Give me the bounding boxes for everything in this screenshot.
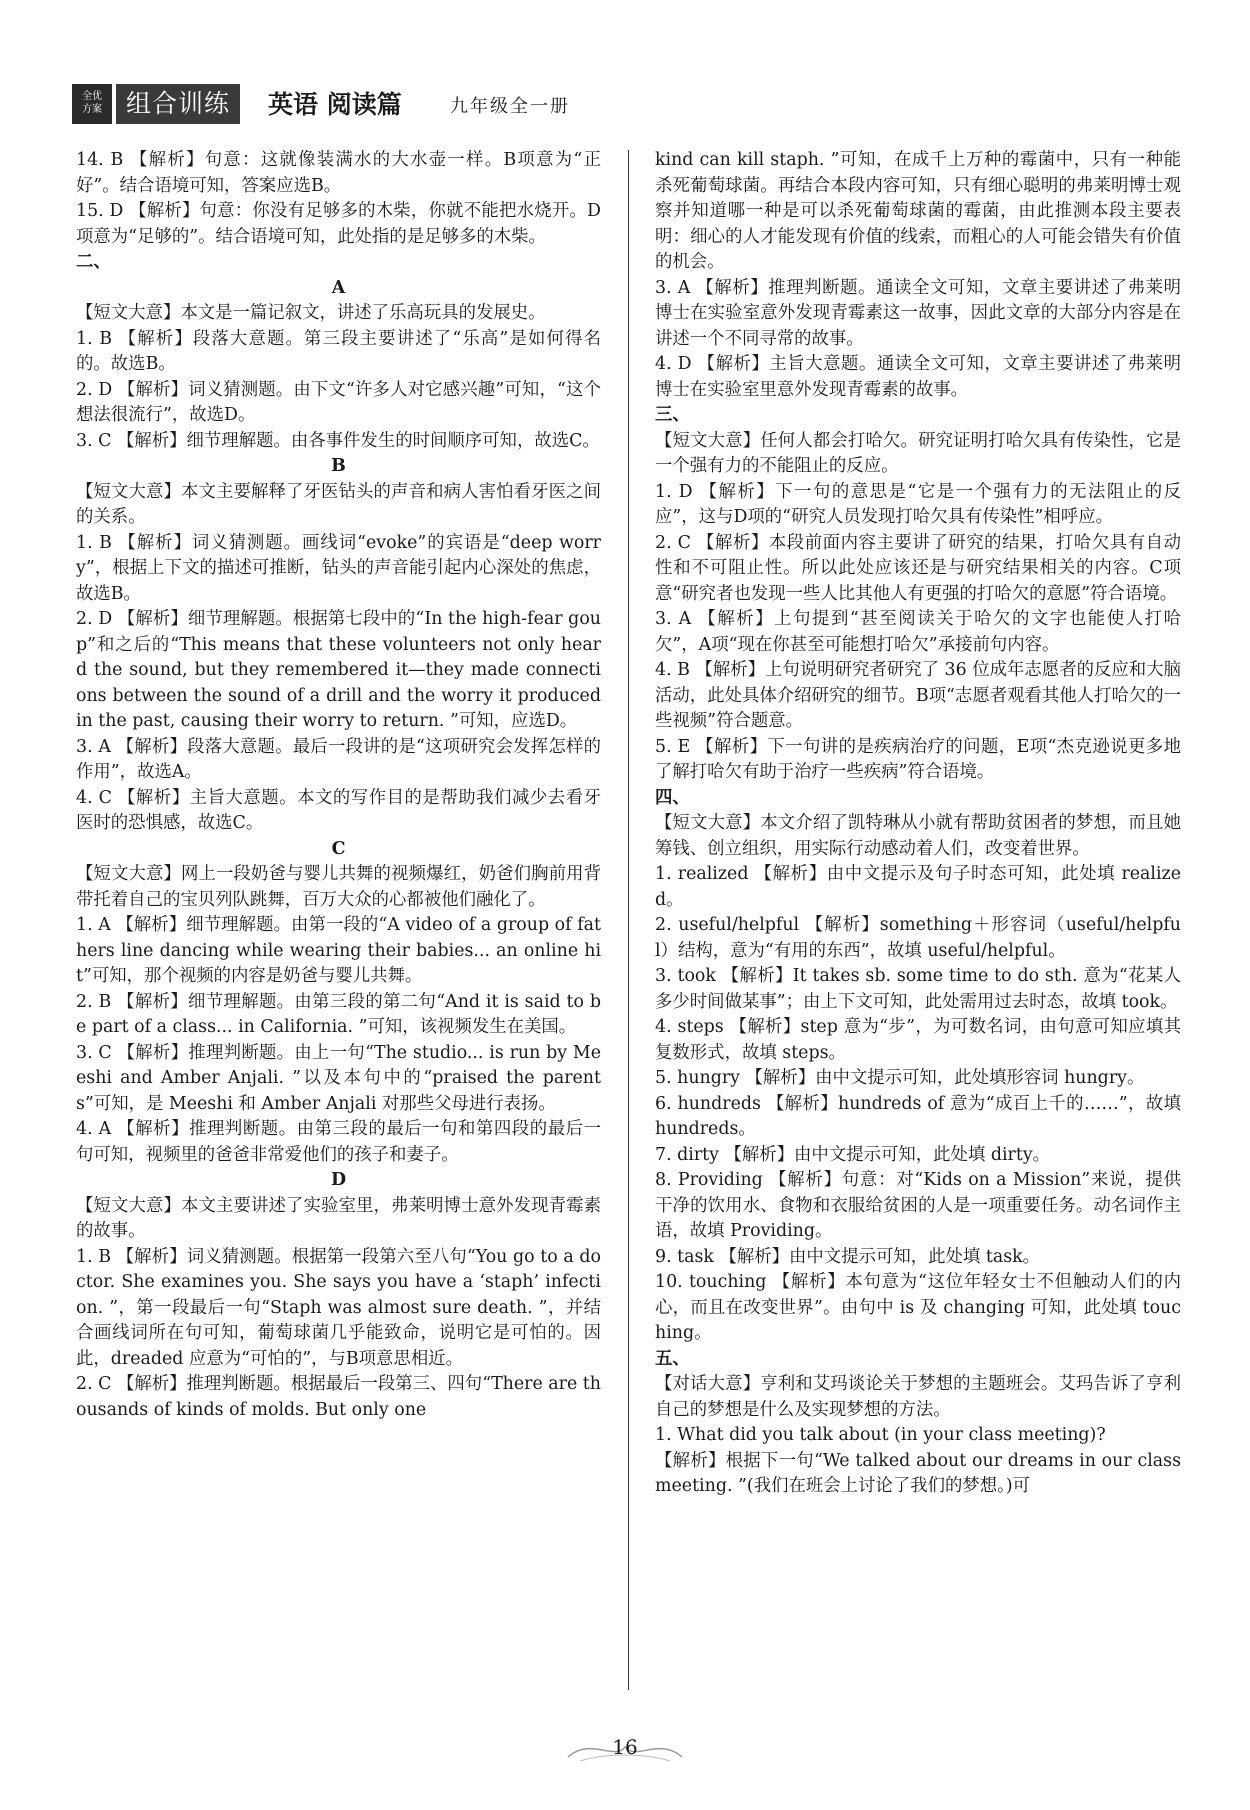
section-4-summary: 【短文大意】本文介绍了凯特琳从小就有帮助贫困者的梦想，而且她筹钱、创立组织，用实际行动感动着人们，改变着世界。: [655, 813, 1181, 859]
passage-d-heading: D: [330, 1170, 347, 1190]
section-4-answer-7: 7. dirty 【解析】由中文提示可知，此处填 dirty。: [655, 1144, 1051, 1165]
passage-d-answer-1: 1. B 【解析】词义猜测题。根据第一段第六至八句“You go to a doctor. She examines you. She says you have a ‘staph’ infection. ”，第一段最后一句“Staph was almost sure death. ”，并结合画线词所在句可知，葡萄球菌几乎能致命，说明它是可怕的。因此，dreaded 应意为“可怕的”，与B项意思相近。: [76, 1246, 601, 1369]
section-4-answer-9: 9. task 【解析】由中文提示可知，此处填 task。: [655, 1246, 1041, 1267]
section-4-answer-3: 3. took 【解析】It takes sb. some time to do sth. 意为“花某人多少时间做某事”；由上下文可知，此处需用过去时态，故填 took。: [655, 966, 1181, 1012]
section-4-answer-5: 5. hungry 【解析】由中文提示可知，此处填形容词 hungry。: [655, 1068, 1145, 1088]
passage-b-answer-3: 3. A 【解析】段落大意题。最后一段讲的是“这项研究会发挥怎样的作用”，故选A。: [76, 736, 601, 782]
book-subtitle: 九年级全一册: [450, 96, 570, 117]
passage-c-heading: C: [331, 838, 346, 859]
section-2-heading: 二、: [76, 252, 111, 272]
passage-a-heading: A: [331, 277, 346, 298]
passage-b-heading: B: [331, 456, 346, 476]
left-column: [76, 148, 601, 1423]
passage-d-answer-2: 2. C 【解析】推理判断题。根据最后一段第三、四句“There are thousands of kinds of molds. But only one: [76, 1374, 601, 1420]
section-5-heading: 五、: [655, 1348, 690, 1369]
section-5-answer-1-explanation: 【解析】根据下一句“We talked about our dreams in our class meeting. ”(我们在班会上讨论了我们的梦想。)可: [655, 1450, 1181, 1496]
section-3-heading: 三、: [655, 405, 690, 425]
passage-c-answer-2: 2. B 【解析】细节理解题。由第三段的第二句“And it is said to be part of a class... in California. ”可知，该视频发生在美国。: [76, 991, 601, 1037]
book-title: 英语 阅读篇: [268, 90, 402, 119]
passage-b-answer-1: 1. B 【解析】词义猜测题。画线词“evoke”的宾语是“deep worry”，根据上下文的描述可推断，钻头的声音能引起内心深处的焦虑，故选B。: [76, 532, 601, 604]
section-4-answer-8: 8. Providing 【解析】句意：对“Kids on a Mission”来说，提供干净的饮用水、食物和衣服给贫困的人是一项重要任务。动名词作主语，故填 Providing。: [655, 1170, 1181, 1241]
section-3-answer-1: 1. D 【解析】下一句的意思是“它是一个强有力的无法阻止的反应”，这与D项的“研究人员发现打哈欠具有传染性”相呼应。: [655, 481, 1181, 527]
badge-line-2: 方案: [82, 104, 102, 115]
section-5-answer-1: 1. What did you talk about (in your class meeting)?: [655, 1425, 1106, 1445]
section-3-answer-3: 3. A 【解析】上句提到“甚至阅读关于哈欠的文字也能使人打哈欠”，A项“现在你甚至可能想打哈欠”承接前句内容。: [655, 609, 1181, 655]
passage-b-answer-4: 4. C 【解析】主旨大意题。本文的写作目的是帮助我们减少去看牙医时的恐惧感，故选C。: [76, 787, 601, 833]
passage-a-answer-1: 1. B 【解析】段落大意题。第三段主要讲述了“乐高”是如何得名的。故选B。: [76, 328, 601, 374]
passage-d-answer-3: 3. A 【解析】推理判断题。通读全文可知，文章主要讲述了弗莱明博士在实验室意外发现青霉素这一故事，因此文章的大部分内容是在讲述一个不同寻常的故事。: [655, 277, 1181, 349]
passage-c-summary: 【短文大意】网上一段奶爸与婴儿共舞的视频爆红，奶爸们胸前用背带托着自己的宝贝列队跳舞，百万大众的心都被他们融化了。: [76, 864, 601, 910]
passage-d-answer-2-continued: kind can kill staph. ”可知，在成千上万种的霉菌中，只有一种能杀死葡萄球菌。再结合本段内容可知，只有细心聪明的弗莱明博士观察并知道哪一种是可以杀死葡萄球菌的霉菌，由此推测本段主要表明：细心的人才能发现有价值的线索，而粗心的人可能会错失有价值的机会。: [655, 150, 1181, 272]
passage-c-answer-1: 1. A 【解析】细节理解题。由第一段的“A video of a group of fathers line dancing while wearing their babies... an online hit”可知，那个视频的内容是奶爸与婴儿共舞。: [76, 915, 601, 986]
passage-c-answer-3: 3. C 【解析】推理判断题。由上一句“The studio... is run by Meeshi and Amber Anjali. ”以及本句中的“praised the parents”可知，是 Meeshi 和 Amber Anjali 对那些父母进行表扬。: [76, 1042, 601, 1114]
passage-a-answer-2: 2. D 【解析】词义猜测题。由下文“许多人对它感兴趣”可知，“这个想法很流行”，故选D。: [76, 379, 601, 425]
passage-b-summary: 【短文大意】本文主要解释了牙医钻头的声音和病人害怕看牙医之间的关系。: [76, 481, 601, 527]
series-brand: 组合训练: [116, 84, 240, 124]
section-4-answer-4: 4. steps 【解析】step 意为“步”，为可数名词，由句意可知应填其复数形式，故填 steps。: [655, 1017, 1181, 1063]
page-number: 16: [612, 1735, 638, 1759]
passage-a-answer-3: 3. C 【解析】细节理解题。由各事件发生的时间顺序可知，故选C。: [76, 430, 600, 451]
badge-line-1: 全优: [82, 91, 102, 102]
section-4-heading: 四、: [655, 787, 690, 808]
passage-c-answer-4: 4. A 【解析】推理判断题。由第三段的最后一句和第四段的最后一句可知，视频里的爸爸非常爱他们的孩子和妻子。: [76, 1119, 601, 1165]
series-badge: [72, 84, 112, 124]
section-3-summary: 【短文大意】任何人都会打哈欠。研究证明打哈欠具有传染性，它是一个强有力的不能阻止的反应。: [655, 430, 1181, 476]
section-3-answer-4: 4. B 【解析】上句说明研究者研究了 36 位成年志愿者的反应和大脑活动，此处具体介绍研究的细节。B项“志愿者观看其他人打哈欠的一些视频”符合题意。: [655, 660, 1182, 731]
answer-14: 14. B 【解析】句意：这就像装满水的大水壶一样。B项意为“正好”。结合语境可知，答案应选B。: [76, 150, 601, 196]
passage-d-summary: 【短文大意】本文主要讲述了实验室里，弗莱明博士意外发现青霉素的故事。: [76, 1195, 601, 1241]
section-5-summary: 【对话大意】亨利和艾玛谈论关于梦想的主题班会。艾玛告诉了亨利自己的梦想是什么及实现梦想的方法。: [655, 1374, 1181, 1420]
right-column: [655, 148, 1181, 1500]
passage-a-summary: 【短文大意】本文是一篇记叙文，讲述了乐高玩具的发展史。: [76, 303, 546, 323]
passage-d-answer-4: 4. D 【解析】主旨大意题。通读全文可知，文章主要讲述了弗莱明博士在实验室里意外发现青霉素的故事。: [655, 354, 1181, 400]
passage-b-answer-2: 2. D 【解析】细节理解题。根据第七段中的“In the high-fear goup”和之后的“This means that these volunteers not only heard the sound, but they remembered it—they made connections between the sound of a drill and the worry it produced in the past, causing their worry to return. ”可知，应选D。: [76, 609, 601, 731]
section-4-answer-6: 6. hundreds 【解析】hundreds of 意为“成百上千的……”，故填 hundreds。: [655, 1093, 1181, 1139]
section-4-answer-1: 1. realized 【解析】由中文提示及句子时态可知，此处填 realized。: [655, 864, 1181, 910]
section-4-answer-10: 10. touching 【解析】本句意为“这位年轻女士不但触动人们的内心，而且在改变世界”。由句中 is 及 changing 可知，此处填 touching。: [655, 1272, 1181, 1343]
column-divider: [628, 150, 629, 1690]
section-4-answer-2: 2. useful/helpful 【解析】something＋形容词（useful/helpful）结构，意为“有用的东西”，故填 useful/helpful。: [655, 915, 1181, 961]
section-3-answer-5: 5. E 【解析】下一句讲的是疾病治疗的问题，E项“杰克逊说更多地了解打哈欠有助于治疗一些疾病”符合语境。: [655, 736, 1181, 782]
section-3-answer-2: 2. C 【解析】本段前面内容主要讲了研究的结果，打哈欠具有自动性和不可阻止性。所以此处应该还是与研究结果相关的内容。C项意“研究者也发现一些人比其他人有更强的打哈欠的意愿”符合语境。: [655, 532, 1181, 604]
answer-15: 15. D 【解析】句意：你没有足够多的木柴，你就不能把水烧开。D项意为“足够的”。结合语境可知，此处指的是足够多的木柴。: [76, 201, 601, 247]
page-header: [72, 84, 1192, 132]
